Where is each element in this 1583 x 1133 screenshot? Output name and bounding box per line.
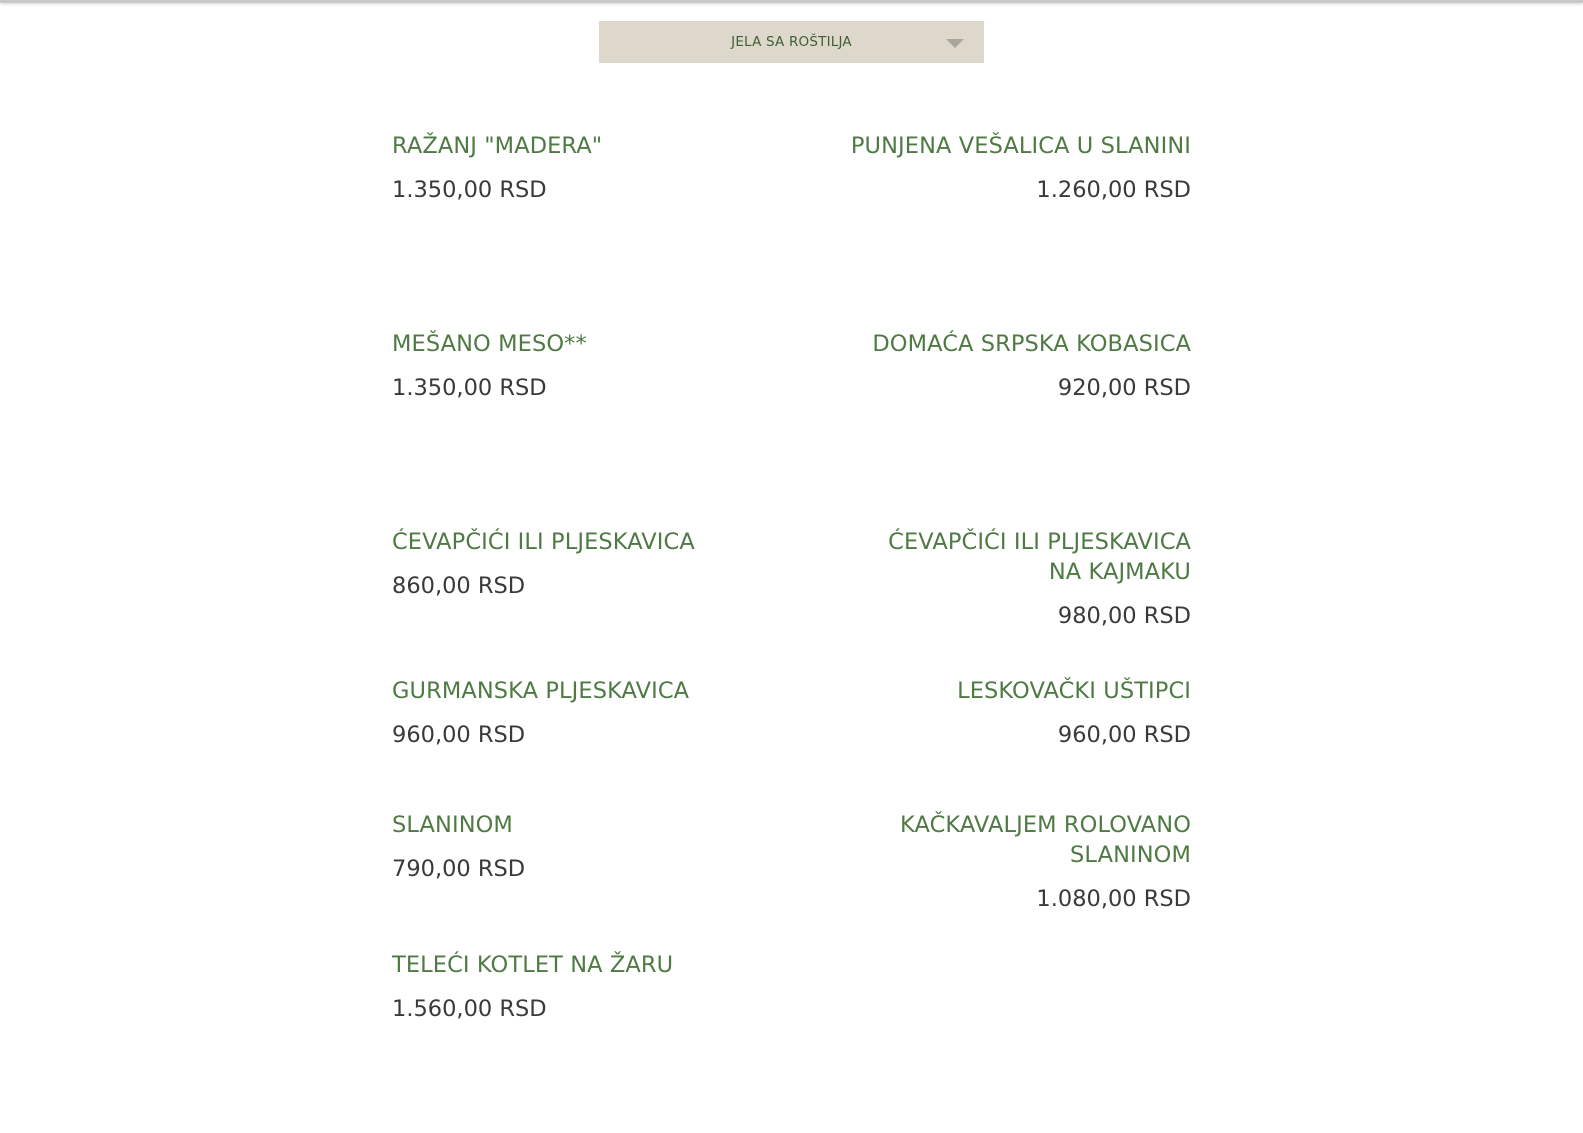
menu-item-name: PUNJENA VEŠALICA U SLANINI [850, 133, 1191, 159]
menu-item-name: RAŽANJ "MADERA" [392, 133, 603, 159]
menu-item-price: 960,00 RSD [392, 722, 526, 748]
category-dropdown[interactable] [599, 21, 984, 63]
category-dropdown-value: JELA SA ROŠTILJA [731, 34, 852, 50]
menu-item[interactable] [392, 131, 792, 205]
menu-item-price: 960,00 RSD [1057, 722, 1191, 748]
menu-item[interactable] [791, 131, 1191, 205]
top-divider [0, 0, 1583, 3]
menu-item-price: 1.260,00 RSD [1036, 177, 1191, 203]
menu-item[interactable] [392, 810, 792, 884]
menu-item-price: 1.560,00 RSD [392, 996, 547, 1022]
menu-item[interactable] [392, 950, 792, 1024]
menu-item-price: 1.350,00 RSD [392, 375, 547, 401]
menu-item[interactable] [791, 329, 1191, 403]
menu-item-price: 920,00 RSD [1057, 375, 1191, 401]
menu-item[interactable] [881, 810, 1191, 914]
menu-item-name: LESKOVAČKI UŠTIPCI [957, 678, 1191, 704]
menu-item[interactable] [851, 527, 1191, 631]
menu-item-name: SLANINOM [392, 812, 513, 838]
menu-item-price: 860,00 RSD [392, 573, 526, 599]
menu-item[interactable] [392, 527, 792, 601]
menu-item-price: 1.080,00 RSD [1036, 886, 1191, 912]
menu-item-name: TELEĆI KOTLET NA ŽARU [392, 952, 674, 978]
menu-item-name: KAČKAVALJEM ROLOVANO SLANINOM [900, 812, 1191, 868]
menu-item[interactable] [392, 329, 792, 403]
menu-item[interactable] [392, 676, 792, 750]
menu-item-name: ĆEVAPČIĆI ILI PLJESKAVICA [392, 529, 695, 555]
menu-item[interactable] [791, 676, 1191, 750]
menu-item-price: 790,00 RSD [392, 856, 526, 882]
menu-item-price: 980,00 RSD [1057, 603, 1191, 629]
chevron-down-icon [946, 39, 964, 48]
menu-item-name: MEŠANO MESO** [392, 331, 587, 357]
menu-item-name: ĆEVAPČIĆI ILI PLJESKAVICA NA KAJMAKU [888, 529, 1191, 585]
menu-item-name: GURMANSKA PLJESKAVICA [392, 678, 690, 704]
menu-item-name: DOMAĆA SRPSKA KOBASICA [872, 331, 1191, 357]
menu-item-price: 1.350,00 RSD [392, 177, 547, 203]
